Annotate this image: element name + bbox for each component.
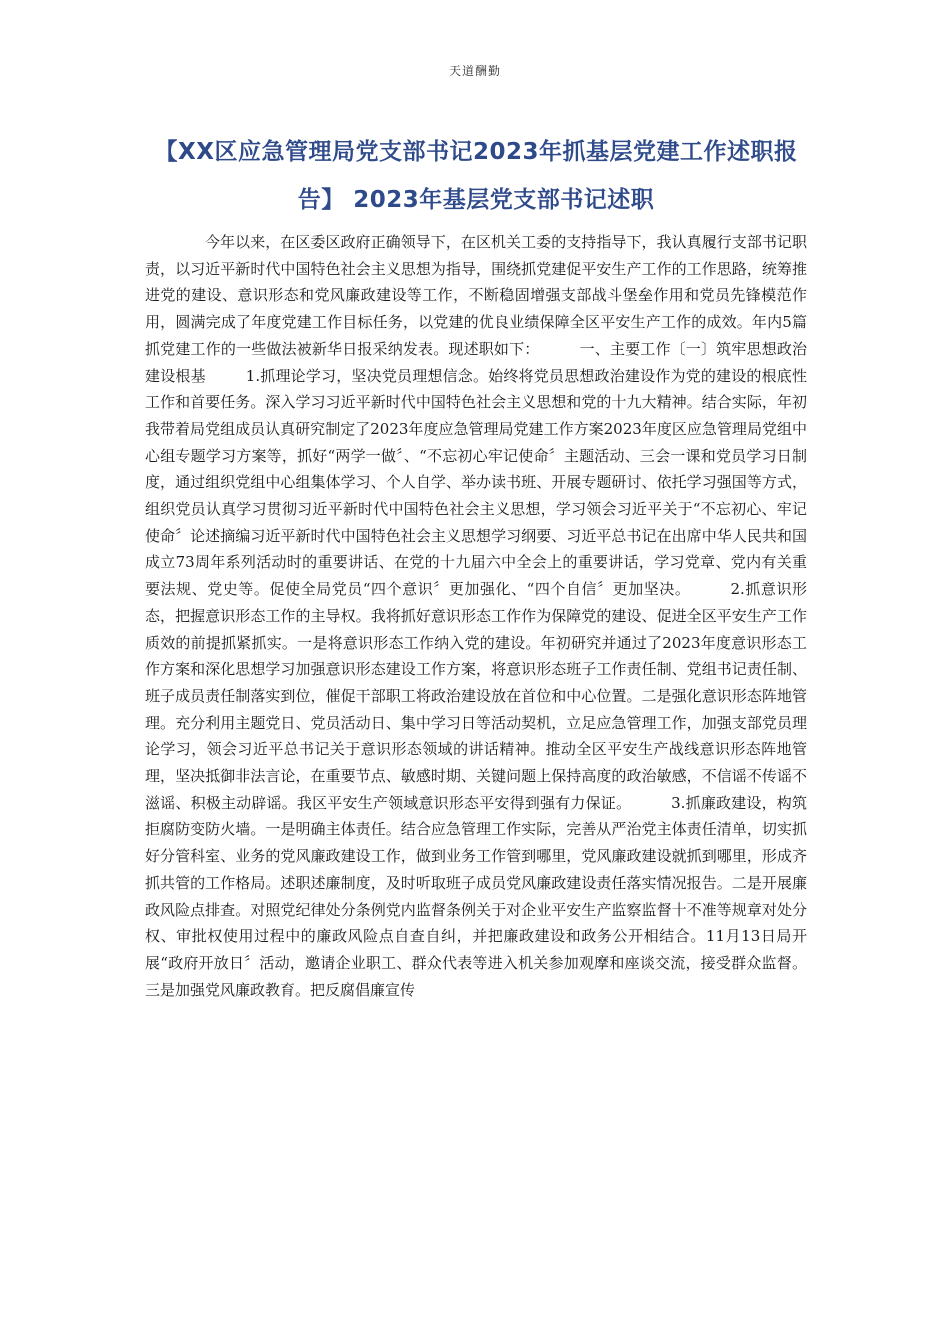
document-title: 【XX区应急管理局党支部书记2023年抓基层党建工作述职报告】 2023年基层党支部书记述职 [154,139,798,213]
item-1-paragraph: 1.抓理论学习，坚决党员理想信念。始终将党员思想政治建设作为党的建设的根底性工作和首要任务。深入学习习近平新时代中国特色社会主义思想和党的十九大精神。结合实际，年初我带着局党组成员认真研究制定了2023年度应急管理局党建工作方案2023年度区应急管理局党组中心组专题学习方案等，抓好“两学一做〞、“不忘初心牢记使命〞主题活动、三会一课和党员学习日制度，通过组织党组中心组集体学习、个人自学、举办读书班、开展专题研讨、依托学习强国等方式，组织党员认真学习贯彻习近平新时代中国特色社会主义思想，学习领会习近平关于“不忘初心、牢记使命〞论述摘编习近平新时代中国特色社会主义思想学习纲要、习近平总书记在出席中华人民共和国成立73周年系列活动时的重要讲话、在党的十九届六中全会上的重要讲话，学习党章、党内有关重要法规、党史等。促使全局党员“四个意识〞更加强化、“四个自信〞更加坚决。 [145,366,807,599]
intro-paragraph: 今年以来，在区委区政府正确领导下，在区机关工委的支持指导下，我认真履行支部书记职责，以习近平新时代中国特色社会主义思想为指导，围绕抓党建促平安生产工作的工作思路，统筹推进党的建设、意识形态和党风廉政建设等工作，不断稳固增强支部战斗堡垒作用和党员先锋模范作用，圆满完成了年度党建工作目标任务，以党建的优良业绩保障全区平安生产工作的成效。年内5篇抓党建工作的一些做法被新华日报采纳发表。现述职如下： [145,233,807,358]
header-mark: 天道酬勤 [448,64,501,78]
item-2-paragraph: 2.抓意识形态，把握意识形态工作的主导权。我将抓好意识形态工作作为保障党的建设、促进全区平安生产工作质效的前提抓紧抓实。一是将意识形态工作纳入党的建设。年初研究并通过了2023年度意识形态工作方案和深化思想学习加强意识形态建设工作方案，将意识形态班子工作责任制、党组书记责任制、班子成员责任制落实到位，催促干部职工将政治建设放在首位和中心位置。二是强化意识形态阵地管理。充分利用主题党日、党员活动日、集中学习日等活动契机，立足应急管理工作，加强支部党员理论学习，领会习近平总书记关于意识形态领域的讲话精神。推动全区平安生产战线意识形态阵地管理，坚决抵御非法言论，在重要节点、敏感时期、关键问题上保持高度的政治敏感，不信谣不传谣不滋谣、积极主动辟谣。我区平安生产领域意识形态平安得到强有力保证。 [145,580,807,812]
body-paragraph [145,229,807,1003]
section-heading: 一、主要工作〔一〕筑牢思想政治建设根基 [145,339,807,385]
item-3-paragraph: 3.抓廉政建设，构筑拒腐防变防火墙。一是明确主体责任。结合应急管理工作实际，完善从严治党主体责任清单，切实抓好分管科室、业务的党风廉政建设工作，做到业务工作管到哪里，党风廉政建设就抓到哪里，形成齐抓共管的工作格局。述职述廉制度，及时听取班子成员党风廉政建设责任落实情况报告。二是开展廉政风险点排查。对照党纪律处分条例党内监督条例关于对企业平安生产监察监督十不准等规章对处分权、审批权使用过程中的廉政风险点自查自纠，并把廉政建设和政务公开相结合。11月13日局开展“政府开放日〞活动，邀请企业职工、群众代表等进入机关参加观摩和座谈交流，接受群众监督。三是加强党风廉政教育。把反腐倡廉宣传 [145,793,807,999]
document-body [145,229,807,1003]
